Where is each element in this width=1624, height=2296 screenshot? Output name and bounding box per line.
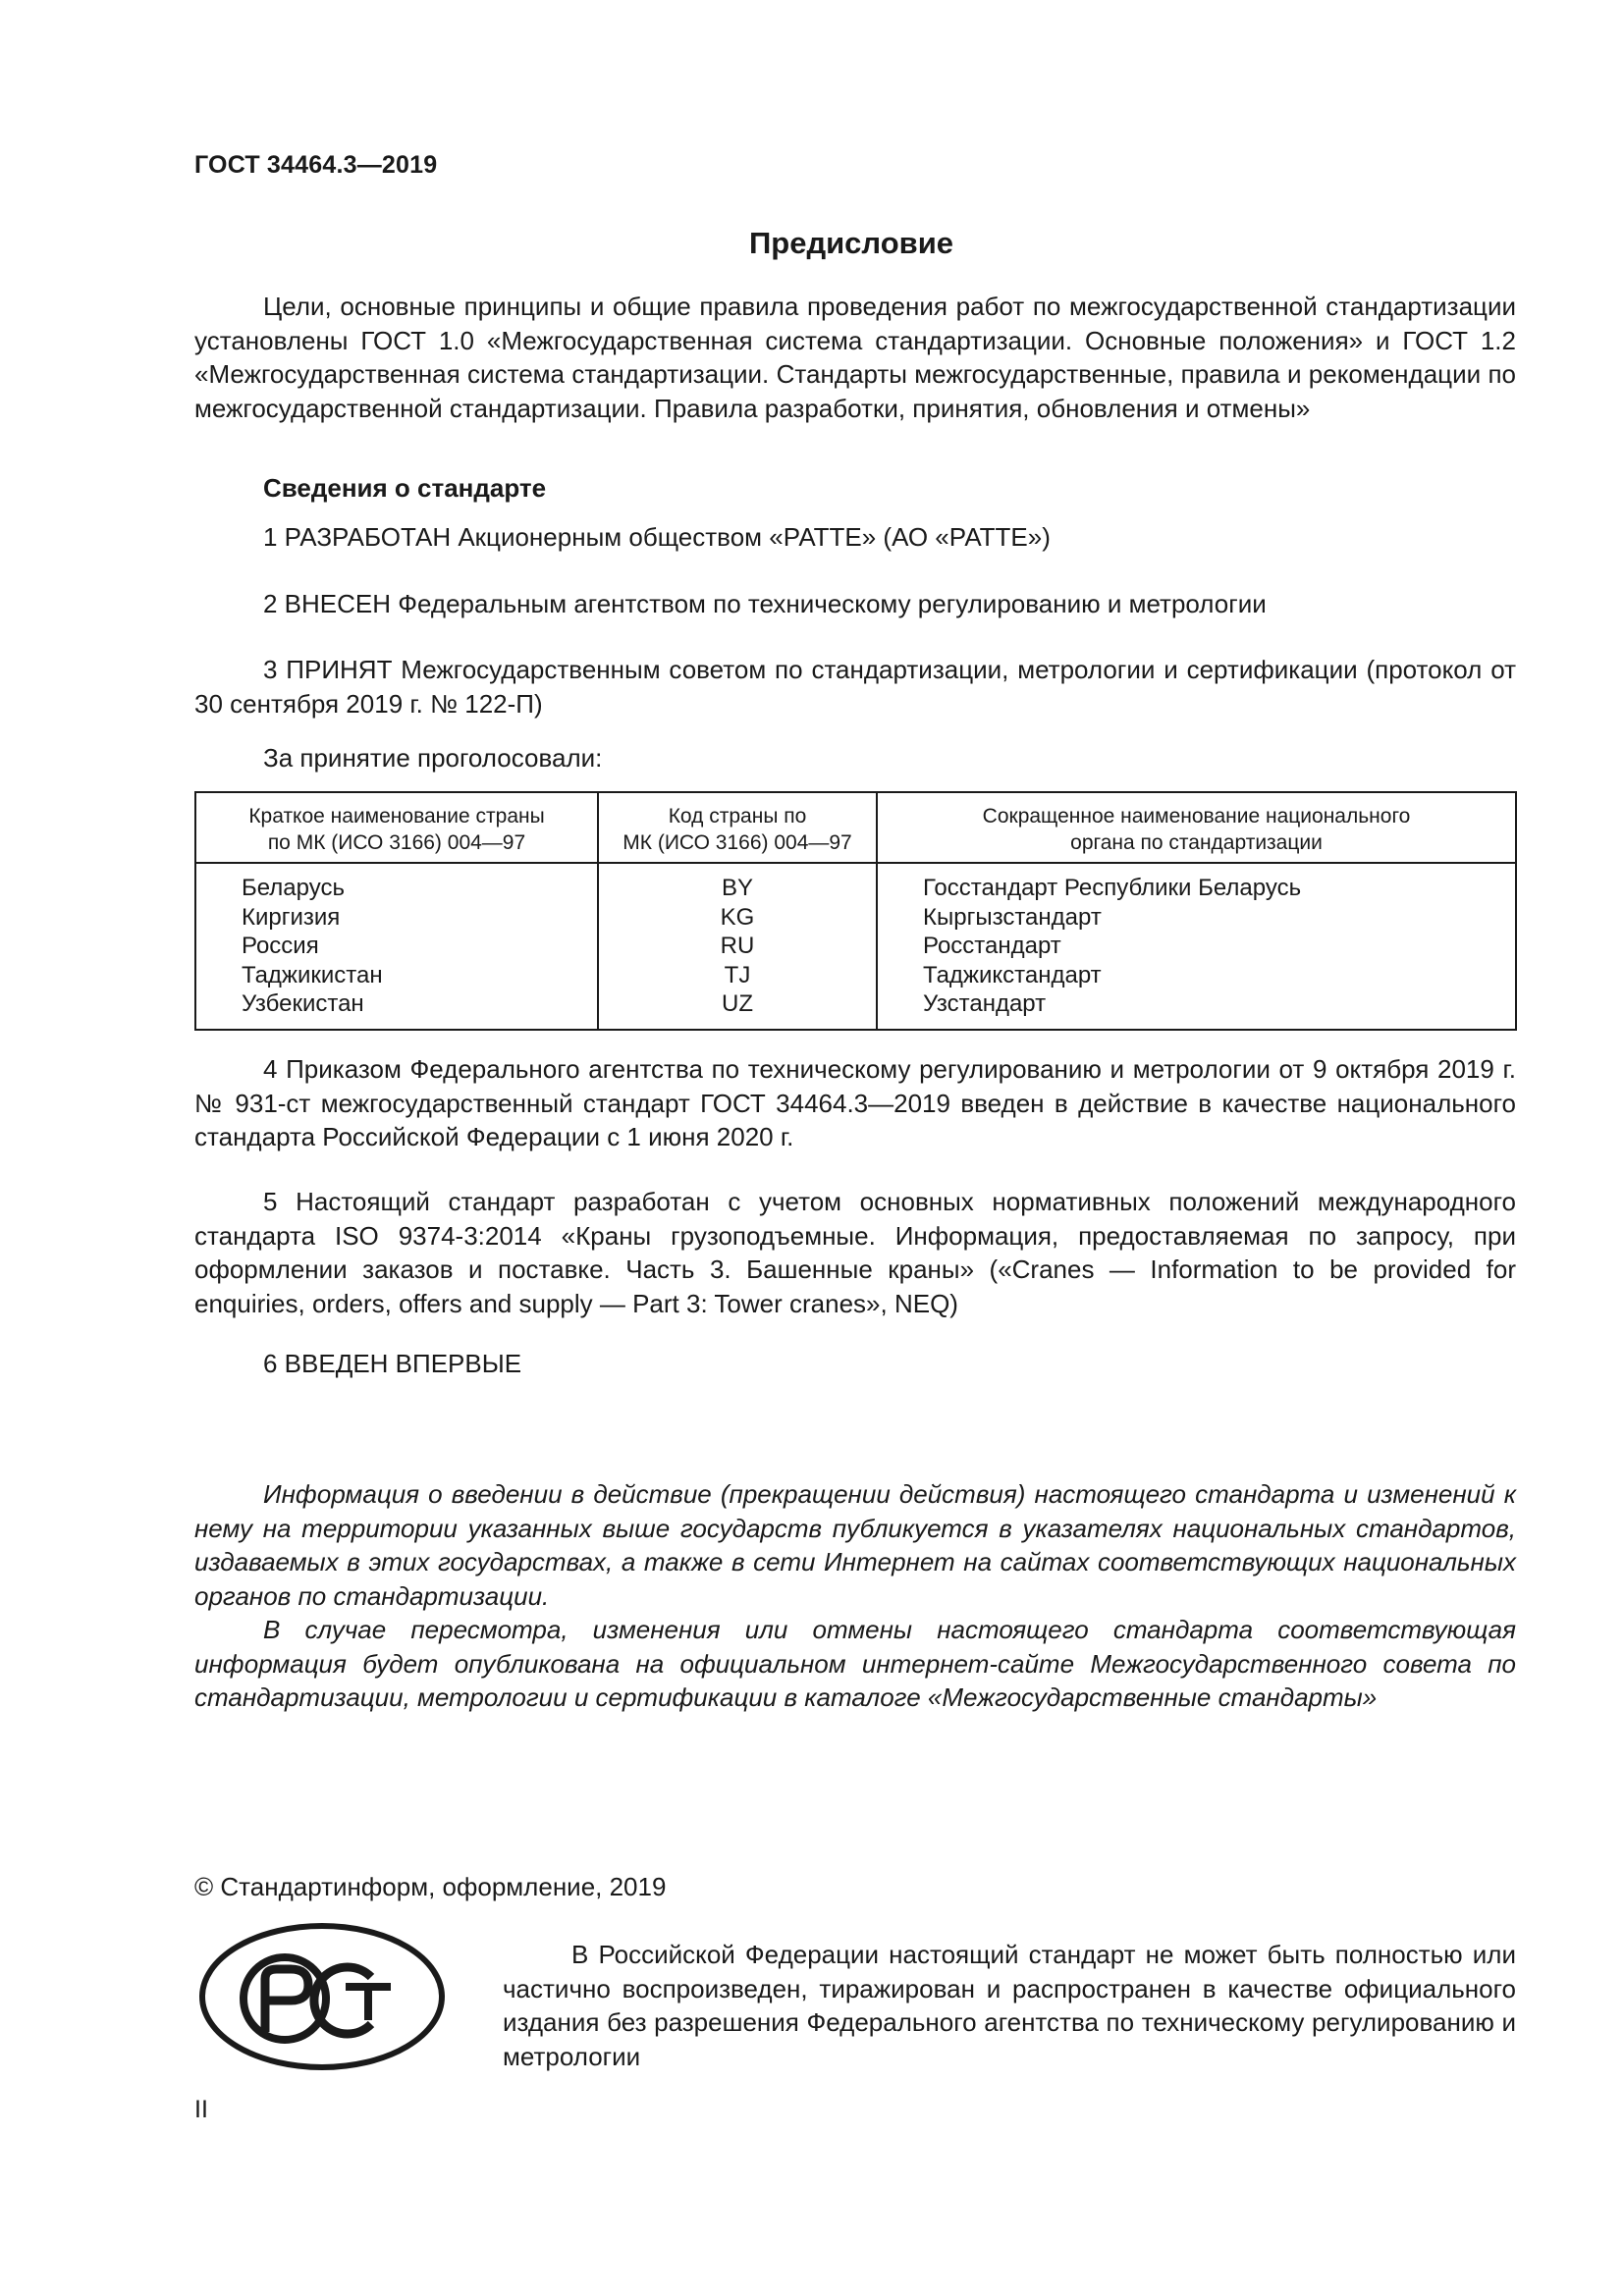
info-paragraph-1: Информация о введении в действие (прекращении действия) настоящего стандарта и изменений к нему на территории указанных выше государств публикуется в указателях национальных стандартов, издаваемых в этих государствах, а также в сети Интернет на сайтах соответствующих национальных органов по стандартизации. (194, 1479, 1516, 1611)
header-country (195, 792, 598, 863)
code-column (598, 863, 877, 1030)
header-org-line: органа по стандартизации (1070, 831, 1323, 854)
voted-label: За принятие проголосовали: (263, 743, 603, 773)
org-cell: Таджикстандарт (923, 961, 1102, 988)
item-1: 1 РАЗРАБОТАН Акционерным обществом «РАТТЕ» (АО «РАТТЕ») (263, 522, 1051, 552)
country-cell: Таджикистан (242, 961, 383, 988)
table-header-row (195, 792, 1516, 863)
item-4: 4 Приказом Федерального агентства по техническому регулированию и метрологии от 9 октября 2019 г. № 931-ст межгосударственный стандарт ГОСТ 34464.3—2019 введен в действие в качестве национального стандарта Российской Федерации с 1 июня 2020 г. (194, 1054, 1516, 1151)
country-cell: Россия (242, 933, 319, 959)
info-paragraph-2: В случае пересмотра, изменения или отмены настоящего стандарта соответствующая информация будет опубликована на официальном интернет-сайте Межгосударственного совета по стандартизации, метрологии и сертификации в каталоге «Межгосударственные стандарты» (194, 1615, 1516, 1712)
header-code-line: МК (ИСО 3166) 004—97 (623, 831, 852, 854)
header-country-line: Краткое наименование страны (248, 805, 545, 828)
intro-paragraph: Цели, основные принципы и общие правила проведения работ по межгосударственной стандартизации установлены ГОСТ 1.0 «Межгосударственная система стандартизации. Основные положения» и ГОСТ 1.2 «Межгосударственная система стандартизации. Стандарты межгосударственные, правила и рекомендации по межгосударственной стандартизации. Правила разработки, принятия, обновления и отмены» (194, 292, 1516, 423)
header-org (877, 792, 1516, 863)
code-cell: BY (721, 875, 753, 901)
page-title: Предисловие (748, 226, 953, 260)
header-country-line: по МК (ИСО 3166) 004—97 (267, 831, 526, 854)
code-cell: UZ (722, 990, 753, 1017)
header-code-line: Код страны по (668, 805, 807, 828)
header-org-line: Сокращенное наименование национального (982, 805, 1411, 828)
header-code (598, 792, 877, 863)
rst-logo (198, 1922, 446, 2071)
code-cell: RU (720, 933, 755, 959)
voting-table (194, 791, 1517, 1031)
org-cell: Кыргызстандарт (923, 903, 1102, 931)
code-cell: KG (720, 903, 755, 931)
rst-logo-icon (198, 1922, 446, 2071)
document-id: ГОСТ 34464.3—2019 (194, 151, 438, 179)
table-row (195, 863, 1516, 1030)
country-cell: Киргизия (242, 903, 341, 931)
copyright: © Стандартинформ, оформление, 2019 (194, 1872, 667, 1901)
country-column (195, 863, 598, 1030)
country-cell: Узбекистан (242, 990, 364, 1017)
page-number: II (194, 2096, 208, 2123)
country-cell: Беларусь (242, 875, 345, 901)
code-cell: TJ (724, 961, 751, 988)
item-6: 6 ВВЕДЕН ВПЕРВЫЕ (263, 1349, 522, 1378)
item-2: 2 ВНЕСЕН Федеральным агентством по техническому регулированию и метрологии (263, 589, 1267, 618)
org-cell: Росстандарт (923, 933, 1061, 959)
org-cell: Госстандарт Республики Беларусь (923, 875, 1302, 901)
reproduction-notice: В Российской Федерации настоящий стандарт не может быть полностью или частично воспроизведен, тиражирован и распространен в качестве официального издания без разрешения Федерального агентства по техническому регулированию и метрологии (503, 1940, 1516, 2071)
org-cell: Узстандарт (923, 990, 1047, 1017)
org-column (877, 863, 1516, 1030)
item-3: 3 ПРИНЯТ Межгосударственным советом по стандартизации, метрологии и сертификации (протокол от 30 сентября 2019 г. № 122-П) (194, 655, 1516, 719)
item-5: 5 Настоящий стандарт разработан с учетом основных нормативных положений международного стандарта ISO 9374-3:2014 «Краны грузоподъемные. Информация, предоставляемая по запросу, при оформлении заказов и поставке. Часть 3. Башенные краны» («Cranes — Information to be provided for enquiries, orders, offers and supply — Part 3: Tower cranes», NEQ) (194, 1187, 1516, 1318)
section-heading: Сведения о стандарте (263, 473, 547, 503)
